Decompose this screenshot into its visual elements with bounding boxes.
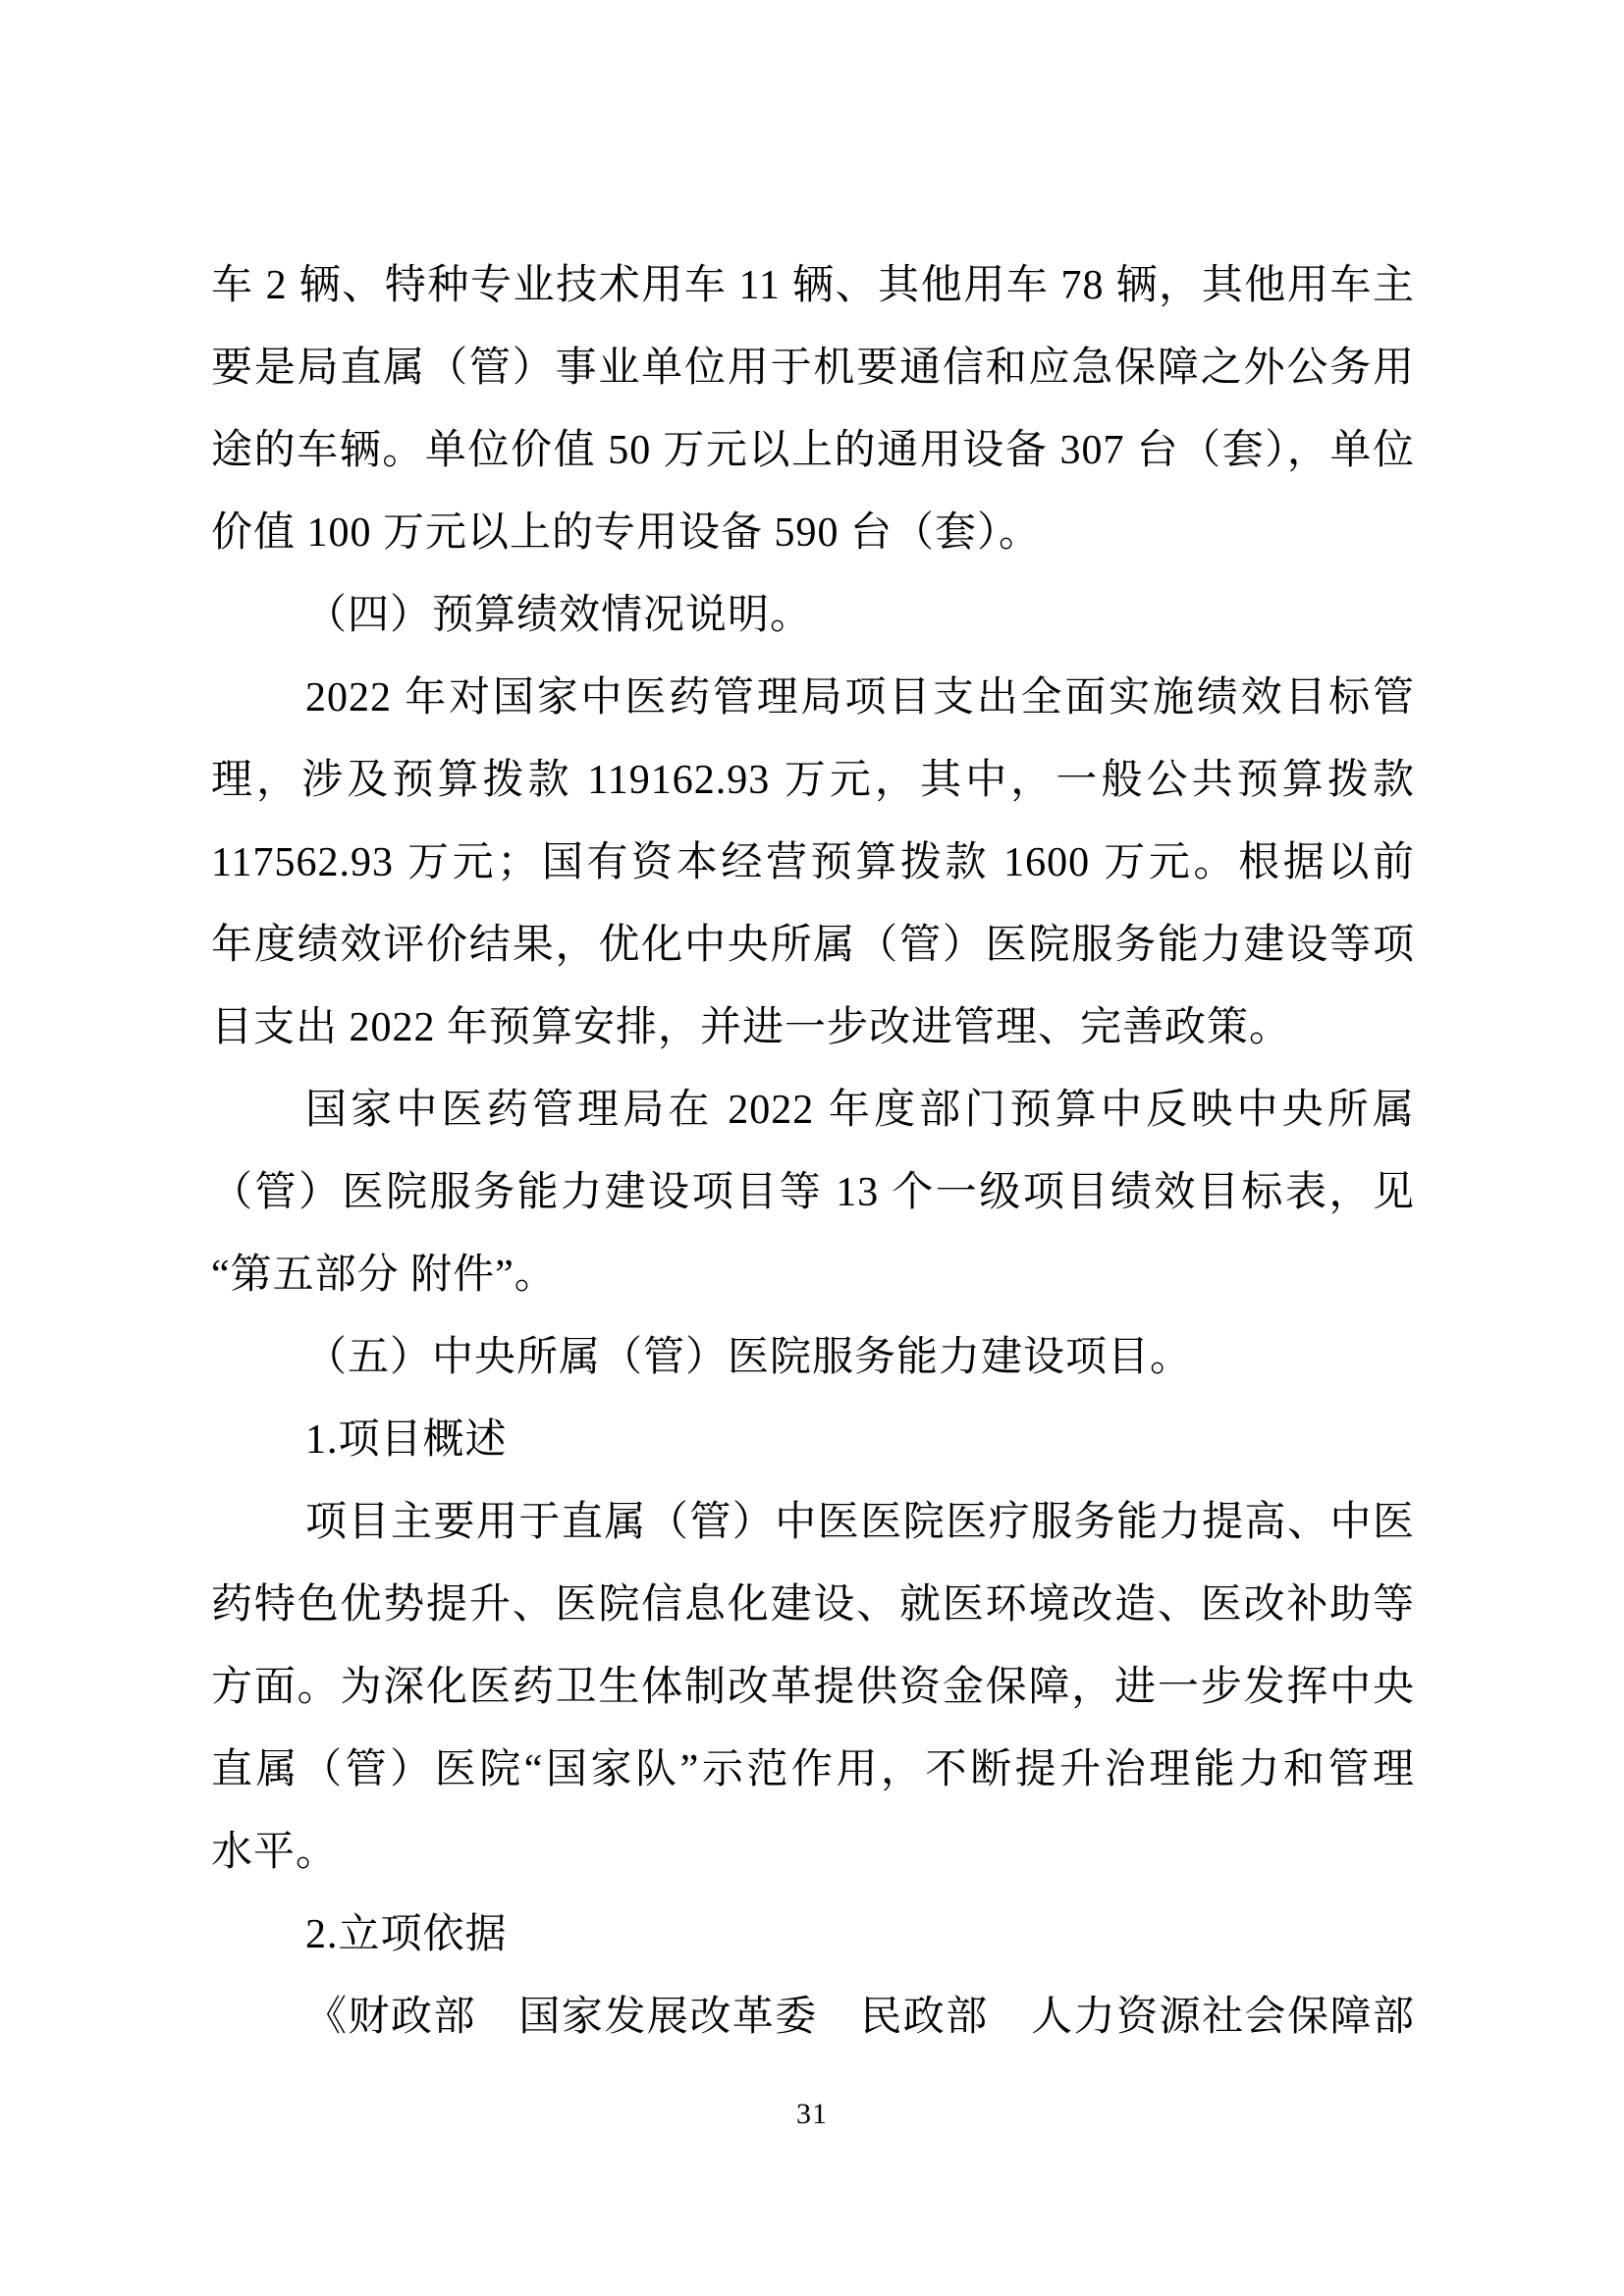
text-line: 年度绩效评价结果，优化中央所属（管）医院服务能力建设等项 (211, 923, 1415, 968)
text-line: 117562.93 万元；国有资本经营预算拨款 1600 万元。根据以前 (211, 840, 1415, 885)
text-line: 车 2 辆、特种专业技术用车 11 辆、其他用车 78 辆，其他用车主 (211, 263, 1415, 308)
text-line: 途的车辆。单位价值 50 万元以上的通用设备 307 台（套），单位 (211, 428, 1415, 473)
document-text-block (211, 244, 1415, 2058)
text-line: 国家中医药管理局在 2022 年度部门预算中反映中央所属 (305, 1088, 1415, 1133)
text-line: 项目主要用于直属（管）中医医院医疗服务能力提高、中医 (305, 1500, 1415, 1545)
text-line: （管）医院服务能力建设项目等 13 个一级项目绩效目标表，见 (211, 1170, 1415, 1215)
text-line: 药特色优势提升、医院信息化建设、就医环境改造、医改补助等 (211, 1582, 1415, 1628)
page-number: 31 (796, 2098, 828, 2130)
subsection-heading-2: 2.立项依据 (305, 1912, 508, 1957)
section-heading-5: （五）中央所属（管）医院服务能力建设项目。 (305, 1335, 1193, 1380)
text-line: 2022 年对国家中医药管理局项目支出全面实施绩效目标管 (305, 675, 1415, 721)
subsection-heading-1: 1.项目概述 (305, 1417, 508, 1463)
text-line: 方面。为深化医药卫生体制改革提供资金保障，进一步发挥中央 (211, 1665, 1415, 1710)
text-line: 《财政部 国家发展改革委 民政部 人力资源社会保障部 (305, 1995, 1415, 2040)
text-line: 要是局直属（管）事业单位用于机要通信和应急保障之外公务用 (211, 346, 1415, 391)
section-heading-4: （四）预算绩效情况说明。 (305, 593, 813, 638)
text-line: 水平。 (211, 1830, 339, 1875)
text-line: 价值 100 万元以上的专用设备 590 台（套）。 (211, 510, 1042, 556)
text-line: 目支出 2022 年预算安排，并进一步改进管理、完善政策。 (211, 1005, 1292, 1050)
text-line: “第五部分 附件”。 (211, 1253, 557, 1298)
text-line: 直属（管）医院“国家队”示范作用，不断提升治理能力和管理 (211, 1747, 1415, 1792)
text-line: 理，涉及预算拨款 119162.93 万元，其中，一般公共预算拨款 (211, 758, 1415, 803)
